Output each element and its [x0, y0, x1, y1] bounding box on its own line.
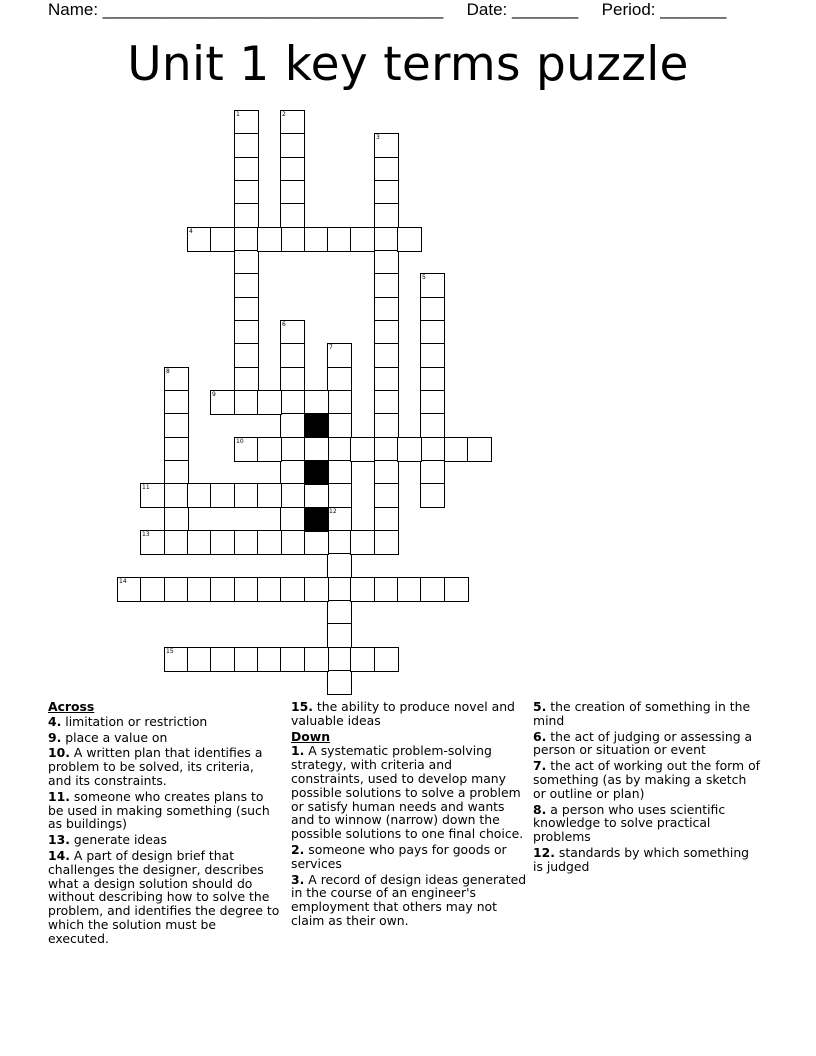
grid-cell[interactable]: [374, 297, 399, 322]
grid-cell[interactable]: [350, 437, 375, 462]
across-heading: Across: [48, 699, 95, 714]
clue-down-7: 7. the act of working out the form of something (as by making a sketch or outline or plan): [533, 758, 761, 801]
grid-cell[interactable]: [280, 110, 305, 135]
grid-cell[interactable]: [117, 577, 142, 602]
grid-cell[interactable]: [210, 530, 235, 555]
grid-cell[interactable]: [374, 180, 399, 205]
grid-cell[interactable]: [280, 367, 305, 392]
grid-cell[interactable]: [327, 390, 352, 415]
grid-cell[interactable]: [280, 343, 305, 368]
grid-cell[interactable]: [257, 647, 282, 672]
grid-cell[interactable]: [327, 413, 352, 438]
grid-cell[interactable]: [280, 577, 305, 602]
black-cell: [304, 460, 329, 485]
grid-cell[interactable]: [257, 437, 282, 462]
clue-across-9: 9. place a value on: [48, 729, 168, 745]
grid-cell[interactable]: [420, 297, 445, 322]
grid-cell[interactable]: [374, 507, 399, 532]
clue-across-14: 14. A part of design brief that challenges the designer, describes what a design solution should do without describing how to solve the problem, and identifies the degree to which the solution must be executed.: [48, 847, 280, 946]
grid-cell[interactable]: [374, 203, 399, 228]
clue-number: 10: [236, 438, 244, 445]
clue-number: 3: [376, 134, 380, 141]
clue-down-2: 2. someone who pays for goods or services: [291, 841, 507, 871]
clue-number: 11: [142, 484, 150, 491]
clues-column-2: [291, 700, 527, 930]
grid-cell[interactable]: [280, 320, 305, 345]
grid-cell[interactable]: [327, 530, 352, 555]
grid-cell[interactable]: [164, 437, 189, 462]
grid-cell[interactable]: [164, 390, 189, 415]
grid-cell[interactable]: [187, 530, 212, 555]
black-cell: [304, 507, 329, 532]
grid-cell[interactable]: [234, 297, 259, 322]
grid-cell[interactable]: [304, 437, 329, 462]
grid-cell[interactable]: [374, 367, 399, 392]
grid-cell[interactable]: [420, 577, 445, 602]
grid-cell[interactable]: [304, 227, 329, 252]
grid-cell[interactable]: [187, 647, 212, 672]
clue-number: 6: [282, 321, 286, 328]
grid-cell[interactable]: [397, 227, 422, 252]
grid-cell[interactable]: [280, 390, 305, 415]
grid-cell[interactable]: [327, 507, 352, 532]
grid-cell[interactable]: [304, 577, 329, 602]
clue-number: 1: [236, 111, 240, 118]
clue-across-10: 10. A written plan that identifies a problem to be solved, its criteria, and its constraints.: [48, 745, 263, 788]
clue-number: 2: [282, 111, 286, 118]
grid-cell[interactable]: [327, 577, 352, 602]
grid-cell[interactable]: [164, 413, 189, 438]
grid-cell[interactable]: [444, 437, 469, 462]
grid-cell[interactable]: [234, 227, 259, 252]
grid-cell[interactable]: [374, 133, 399, 158]
clue-across-11: 11. someone who creates plans to be used in making something (such as buildings): [48, 788, 270, 832]
grid-cell[interactable]: [467, 437, 492, 462]
grid-cell[interactable]: [140, 530, 165, 555]
grid-cell[interactable]: [187, 227, 212, 252]
grid-cell[interactable]: [164, 367, 189, 392]
clue-down-6: 6. the act of judging or assessing a person or situation or event: [533, 728, 753, 758]
grid-cell[interactable]: [327, 367, 352, 392]
grid-cell[interactable]: [234, 577, 259, 602]
grid-cell[interactable]: [304, 530, 329, 555]
grid-cell[interactable]: [420, 273, 445, 298]
clue-number: 5: [422, 274, 426, 281]
clues-column-3: [533, 700, 761, 876]
grid-cell[interactable]: [374, 227, 399, 252]
grid-cell[interactable]: [234, 647, 259, 672]
grid-cell[interactable]: [374, 157, 399, 182]
grid-cell[interactable]: [164, 460, 189, 485]
grid-cell[interactable]: [374, 250, 399, 275]
grid-cell[interactable]: [350, 647, 375, 672]
grid-cell[interactable]: [327, 553, 352, 578]
grid-cell[interactable]: [140, 483, 165, 508]
clue-across-4: 4. limitation or restriction: [48, 713, 208, 729]
grid-cell[interactable]: [350, 577, 375, 602]
grid-cell[interactable]: [304, 390, 329, 415]
grid-cell[interactable]: [397, 437, 422, 462]
grid-cell[interactable]: [164, 530, 189, 555]
grid-cell[interactable]: [374, 577, 399, 602]
grid-cell[interactable]: [210, 577, 235, 602]
grid-cell[interactable]: [280, 437, 305, 462]
grid-cell[interactable]: [234, 203, 259, 228]
grid-cell[interactable]: [374, 273, 399, 298]
grid-cell[interactable]: [374, 413, 399, 438]
grid-cell[interactable]: [140, 577, 165, 602]
grid-cell[interactable]: [164, 577, 189, 602]
grid-cell[interactable]: [234, 133, 259, 158]
grid-cell[interactable]: [327, 437, 352, 462]
grid-cell[interactable]: [234, 250, 259, 275]
clue-number: 12: [329, 508, 337, 515]
grid-cell[interactable]: [257, 390, 282, 415]
grid-cell[interactable]: [164, 647, 189, 672]
grid-cell[interactable]: [234, 530, 259, 555]
grid-cell[interactable]: [234, 157, 259, 182]
grid-cell[interactable]: [280, 227, 305, 252]
grid-cell[interactable]: [280, 157, 305, 182]
grid-cell[interactable]: [234, 180, 259, 205]
clue-number: 9: [212, 391, 216, 398]
period-field[interactable]: Period: _______: [601, 0, 727, 19]
grid-cell[interactable]: [420, 483, 445, 508]
grid-cell[interactable]: [187, 577, 212, 602]
grid-cell[interactable]: [304, 647, 329, 672]
grid-cell[interactable]: [350, 530, 375, 555]
grid-cell[interactable]: [280, 413, 305, 438]
grid-cell[interactable]: [210, 647, 235, 672]
grid-cell[interactable]: [327, 600, 352, 625]
clue-number: 8: [166, 368, 170, 375]
grid-cell[interactable]: [280, 507, 305, 532]
clue-number: 7: [329, 344, 333, 351]
grid-cell[interactable]: [304, 483, 329, 508]
grid-cell[interactable]: [234, 483, 259, 508]
grid-cell[interactable]: [210, 483, 235, 508]
clue-down-8: 8. a person who uses scientific knowledge to solve practical problems: [533, 801, 726, 845]
grid-cell[interactable]: [257, 577, 282, 602]
date-field[interactable]: Date: _______: [466, 0, 579, 19]
grid-cell[interactable]: [280, 133, 305, 158]
clue-across-15: 15. the ability to produce novel and valuable ideas: [291, 699, 515, 728]
grid-cell[interactable]: [234, 110, 259, 135]
grid-cell[interactable]: [210, 227, 235, 252]
grid-cell[interactable]: [327, 670, 352, 695]
grid-cell[interactable]: [327, 343, 352, 368]
clue-number: 13: [142, 531, 150, 538]
grid-cell[interactable]: [257, 530, 282, 555]
grid-cell[interactable]: [280, 483, 305, 508]
grid-cell[interactable]: [327, 647, 352, 672]
clue-across-13: 13. generate ideas: [48, 832, 167, 848]
grid-cell[interactable]: [374, 483, 399, 508]
grid-cell[interactable]: [280, 647, 305, 672]
clue-number: 14: [119, 578, 127, 585]
grid-cell[interactable]: [397, 577, 422, 602]
clues-column-1: [48, 700, 280, 948]
clue-number: 15: [166, 648, 174, 655]
grid-cell[interactable]: [374, 460, 399, 485]
grid-cell[interactable]: [280, 180, 305, 205]
grid-cell[interactable]: [350, 227, 375, 252]
clue-number: 4: [189, 228, 193, 235]
grid-cell[interactable]: [257, 227, 282, 252]
grid-cell[interactable]: [257, 483, 282, 508]
grid-cell[interactable]: [374, 320, 399, 345]
grid-cell[interactable]: [374, 390, 399, 415]
grid-cell[interactable]: [280, 530, 305, 555]
grid-cell[interactable]: [187, 483, 212, 508]
grid-cell[interactable]: [164, 483, 189, 508]
grid-cell[interactable]: [420, 460, 445, 485]
grid-cell[interactable]: [374, 343, 399, 368]
grid-cell[interactable]: [234, 367, 259, 392]
grid-cell[interactable]: [374, 437, 399, 462]
grid-cell[interactable]: [234, 273, 259, 298]
grid-cell[interactable]: [234, 343, 259, 368]
grid-cell[interactable]: [164, 507, 189, 532]
grid-cell[interactable]: [444, 577, 469, 602]
grid-cell[interactable]: [374, 647, 399, 672]
down-heading: Down: [291, 728, 331, 744]
grid-cell[interactable]: [280, 203, 305, 228]
clue-down-12: 12. standards by which something is judged: [533, 844, 750, 874]
grid-cell[interactable]: [210, 390, 235, 415]
grid-cell[interactable]: [420, 413, 445, 438]
grid-cell[interactable]: [327, 460, 352, 485]
grid-cell[interactable]: [420, 390, 445, 415]
black-cell: [304, 413, 329, 438]
grid-cell[interactable]: [420, 320, 445, 345]
grid-cell[interactable]: [234, 437, 259, 462]
clue-down-3: 3. A record of design ideas generated in the course of an engineer's employment that others may not claim as their own.: [291, 871, 527, 928]
clue-down-1: 1. A systematic problem-solving strategy, with criteria and constraints, used to develop many possible solutions to solve a problem or satisfy human needs and wants and to winnow (narrow) down the possible solutions to one final choice.: [291, 743, 524, 842]
grid-cell[interactable]: [420, 343, 445, 368]
grid-cell[interactable]: [327, 227, 352, 252]
clue-down-5: 5. the creation of something in the mind: [533, 699, 751, 728]
grid-cell[interactable]: [234, 390, 259, 415]
grid-cell[interactable]: [280, 460, 305, 485]
grid-cell[interactable]: [420, 367, 445, 392]
grid-cell[interactable]: [374, 530, 399, 555]
name-field[interactable]: Name: ____________________________________: [48, 0, 444, 19]
grid-cell[interactable]: [327, 623, 352, 648]
grid-cell[interactable]: [327, 483, 352, 508]
grid-cell[interactable]: [420, 437, 445, 462]
grid-cell[interactable]: [234, 320, 259, 345]
puzzle-title: Unit 1 key terms puzzle: [127, 37, 689, 92]
